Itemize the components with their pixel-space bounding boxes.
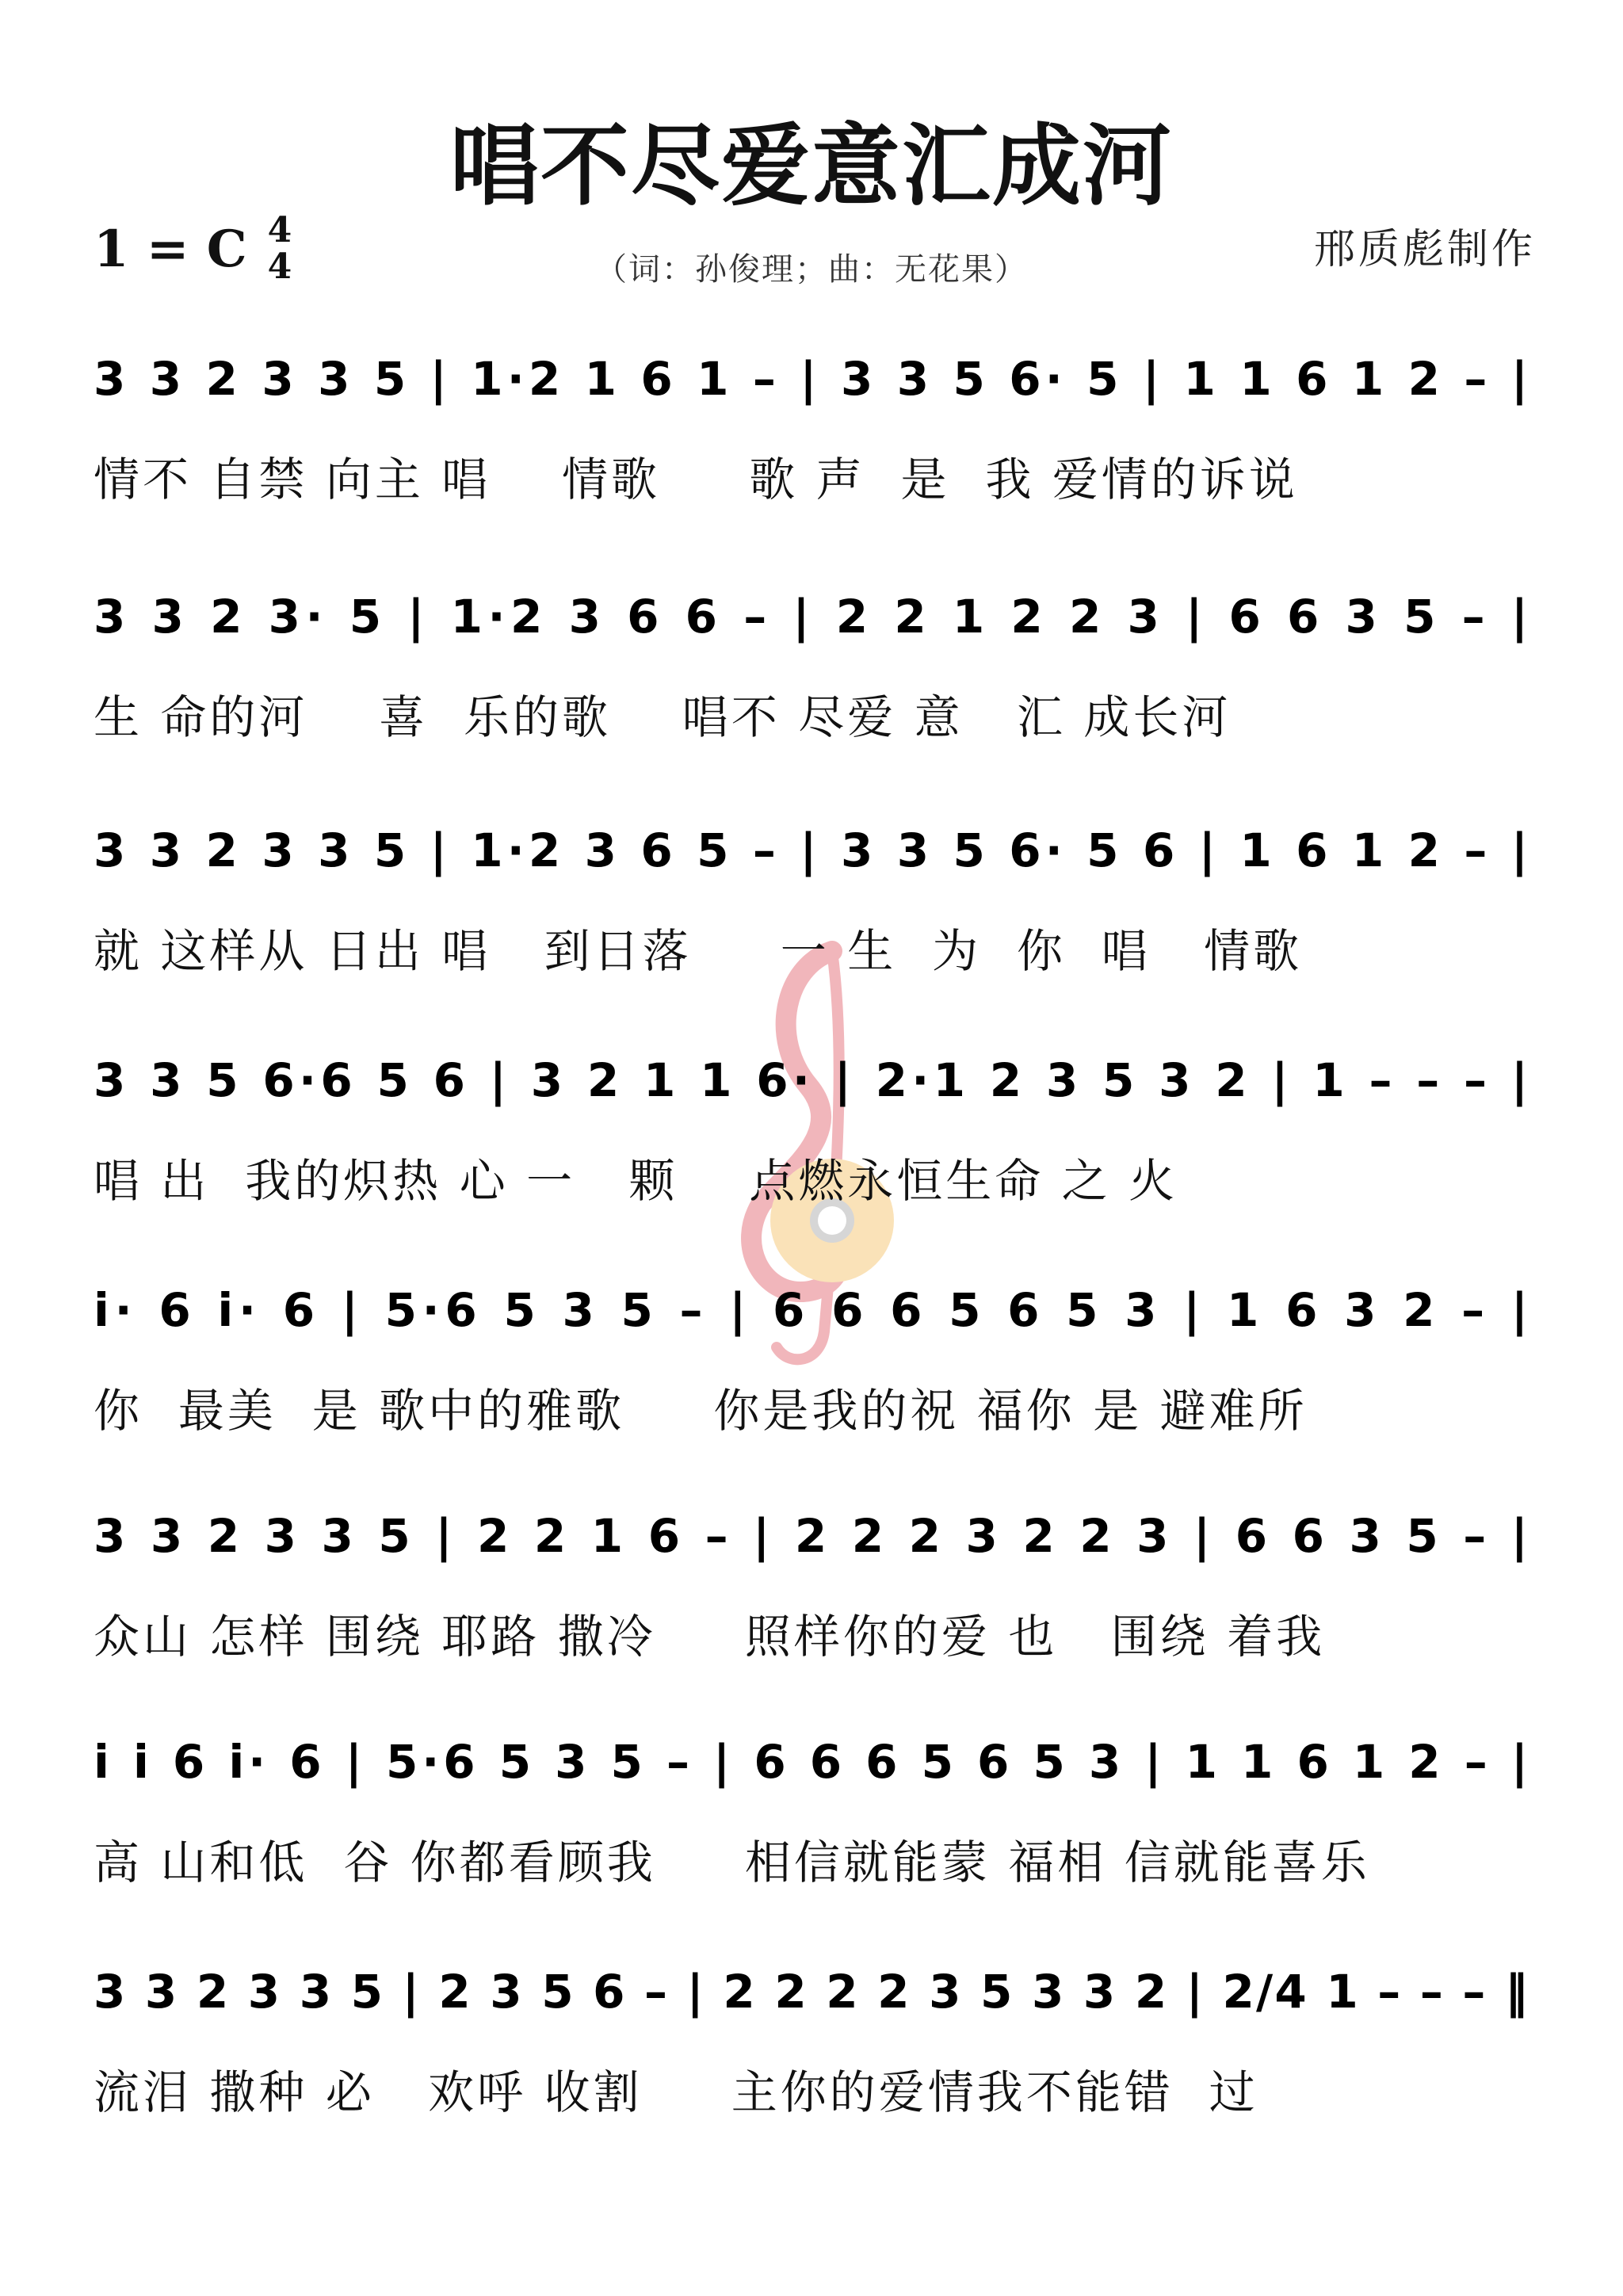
notation-text-2: 3 3 2 3· 5 | 1·2 3 6 6 – | 2 2 1 2 2 3 | 6 6 3 5 – | bbox=[94, 590, 1536, 644]
maker-credit: 邢质彪制作 bbox=[1313, 226, 1536, 273]
credits: （词：孙俊理；曲：无花果） bbox=[595, 251, 1028, 288]
notation-text-6: 3 3 2 3 3 5 | 2 2 1 6 – | 2 2 2 3 2 2 3 | 6 6 3 5 – | bbox=[94, 1509, 1536, 1563]
music-row-3 bbox=[0, 804, 1623, 1010]
notation-row-6 bbox=[94, 1490, 1544, 1577]
music-row-6 bbox=[0, 1490, 1623, 1696]
notation-text-5: i· 6 i· 6 | 5·6 5 3 5 – | 6 6 6 5 6 5 3 | 1 6 3 2 – | bbox=[94, 1283, 1536, 1337]
notation-row-8 bbox=[94, 1946, 1544, 2033]
music-row-1 bbox=[0, 333, 1623, 539]
notation-text-8: 3 3 2 3 3 5 | 2 3 5 6 – | 2 2 2 2 3 5 3 3 2 | 2/4 1 – – – ‖ bbox=[94, 1965, 1536, 2019]
lyrics-row-6: 众山 怎样 围绕 耶路 撒冷 照样你的爱 也 围绕 着我 bbox=[94, 1610, 1326, 1664]
music-row-4 bbox=[0, 1034, 1623, 1240]
notation-row-3 bbox=[94, 804, 1544, 892]
lyrics-row-5: 你 最美 是 歌中的雅歌 你是我的祝 福你 是 避难所 bbox=[94, 1384, 1308, 1438]
music-row-7 bbox=[0, 1716, 1623, 1922]
music-row-2 bbox=[0, 571, 1623, 777]
notation-row-1 bbox=[94, 333, 1544, 420]
notation-text-4: 3 3 5 6·6 5 6 | 3 2 1 1 6· | 2·1 2 3 5 3 2 | 1 – – – | bbox=[94, 1053, 1537, 1107]
notation-row-2 bbox=[94, 571, 1544, 658]
key-label: 1 = C bbox=[94, 219, 247, 279]
time-sig-bottom: 4 bbox=[267, 246, 292, 287]
music-row-8 bbox=[0, 1946, 1623, 2152]
notation-row-4 bbox=[94, 1034, 1544, 1121]
notation-text-7: i i 6 i· 6 | 5·6 5 3 5 – | 6 6 6 5 6 5 3 | 1 1 6 1 2 – | bbox=[94, 1735, 1537, 1789]
time-sig-top: 4 bbox=[267, 210, 292, 250]
lyrics-row-4: 唱 出 我的炽热 心 一 颗 点燃永恒生命 之 火 bbox=[94, 1154, 1178, 1208]
notation-row-7 bbox=[94, 1716, 1544, 1803]
lyrics-row-3: 就 这样从 日出 唱 到日落 一 生 为 你 唱 情歌 bbox=[94, 924, 1303, 978]
notation-row-5 bbox=[94, 1264, 1544, 1351]
lyrics-row-8: 流泪 撒种 必 欢呼 收割 主你的爱情我不能错 过 bbox=[94, 2065, 1258, 2119]
lyrics-row-1: 情不 自禁 向主 唱 情歌 歌 声 是 我 爱情的诉说 bbox=[94, 453, 1298, 506]
lyrics-row-2: 生 命的河 喜 乐的歌 唱不 尽爱 意 汇 成长河 bbox=[94, 690, 1232, 744]
lyrics-row-7: 高 山和低 谷 你都看顾我 相信就能蒙 福相 信就能喜乐 bbox=[94, 1836, 1370, 1889]
song-title: 唱不尽爱意汇成河 bbox=[450, 115, 1173, 218]
notation-text-1: 3 3 2 3 3 5 | 1·2 1 6 1 – | 3 3 5 6· 5 | 1 1 6 1 2 – | bbox=[94, 352, 1537, 406]
notation-text-3: 3 3 2 3 3 5 | 1·2 3 6 5 – | 3 3 5 6· 5 6 | 1 6 1 2 – | bbox=[94, 823, 1537, 877]
music-row-5 bbox=[0, 1264, 1623, 1470]
